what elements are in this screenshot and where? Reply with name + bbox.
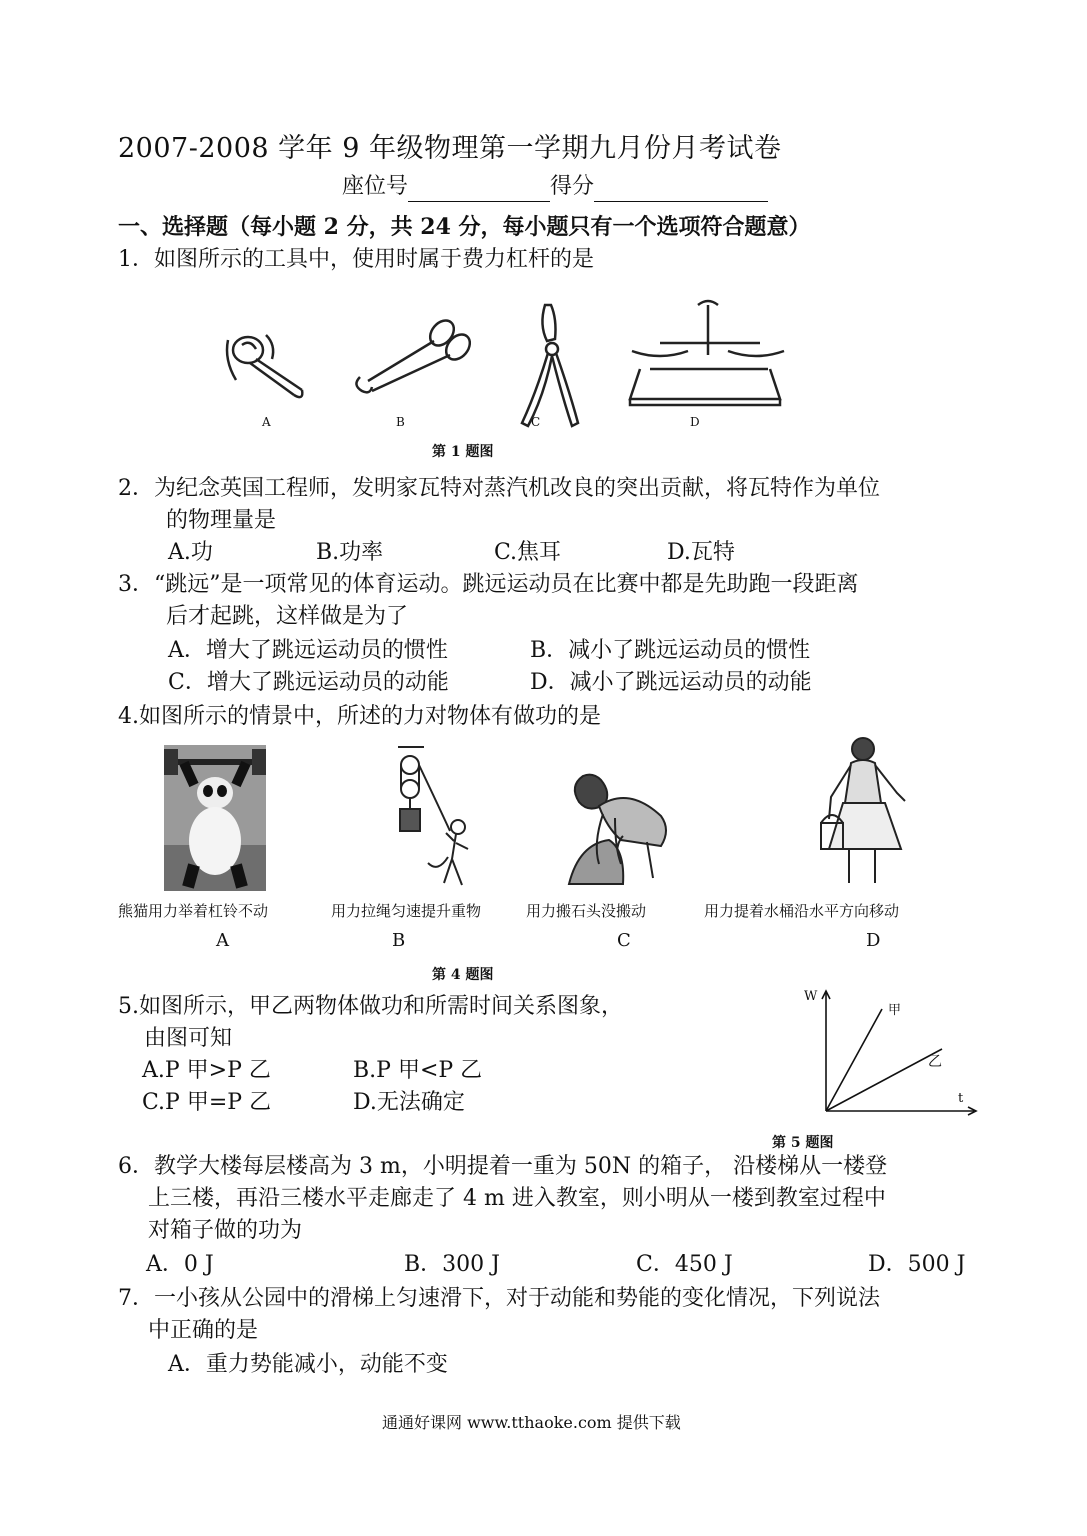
question-2-text-cont: 的物理量是 xyxy=(166,508,277,533)
panda-barbell-image xyxy=(164,745,266,891)
q4-caption: 第 4 题图 xyxy=(432,967,494,983)
q4-desc-c: 用力搬石头没搬动 xyxy=(526,902,647,920)
q7-option-a[interactable]: A．重力势能减小，动能不变 xyxy=(168,1352,448,1377)
section-heading: 一、选择题（每小题 2 分，共 24 分，每小题只有一个选项符合题意） xyxy=(118,214,811,240)
q1-label-a: A xyxy=(262,415,271,429)
question-1-text: 1．如图所示的工具中，使用时属于费力杠杆的是 xyxy=(118,247,594,272)
q1-label-d: D xyxy=(690,415,700,429)
q4-option-d[interactable]: D xyxy=(866,930,881,951)
q5-option-a[interactable]: A.P 甲>P 乙 xyxy=(142,1058,271,1083)
q4-option-b[interactable]: B xyxy=(392,930,406,951)
q3-option-a[interactable]: A．增大了跳远运动员的惯性 xyxy=(168,638,448,663)
q4-desc-b: 用力拉绳匀速提升重物 xyxy=(331,902,482,920)
q5-option-d[interactable]: D.无法确定 xyxy=(353,1090,465,1115)
question-7-text-cont: 中正确的是 xyxy=(148,1318,259,1343)
seat-score-row xyxy=(342,172,768,202)
graph-x-label: t xyxy=(958,1091,964,1106)
q2-option-c[interactable]: C.焦耳 xyxy=(494,540,562,565)
tongs-icon xyxy=(356,316,474,392)
balance-scale-icon xyxy=(630,301,784,405)
q1-caption: 第 1 题图 xyxy=(432,444,494,460)
q6-option-a[interactable]: A．0 J xyxy=(146,1252,214,1277)
question-5-text: 5.如图所示，甲乙两物体做功和所需时间关系图象， xyxy=(118,994,623,1019)
q4-desc-d: 用力提着水桶沿水平方向移动 xyxy=(704,902,900,920)
q2-option-d[interactable]: D.瓦特 xyxy=(667,540,735,565)
question-6-text-cont1: 上三楼，再沿三楼水平走廊走了 4 m 进入教室，则小明从一楼到教室过程中 xyxy=(148,1186,886,1211)
q1-label-c: C xyxy=(531,415,541,429)
seat-label: 座位号 xyxy=(342,174,409,199)
q3-option-d[interactable]: D．减小了跳远运动员的动能 xyxy=(530,670,812,695)
page-title: 2007-2008 学年 9 年级物理第一学期九月份月考试卷 xyxy=(118,133,782,164)
score-label: 得分 xyxy=(550,174,595,199)
graph-label-jia: 甲 xyxy=(888,1003,902,1018)
q4-option-c[interactable]: C xyxy=(617,930,631,951)
q5-caption: 第 5 题图 xyxy=(772,1135,834,1151)
q1-label-b: B xyxy=(396,415,405,429)
bottle-opener-icon xyxy=(227,335,302,397)
q2-option-a[interactable]: A.功 xyxy=(168,540,213,565)
graph-label-yi: 乙 xyxy=(928,1054,942,1070)
question-2-text: 2．为纪念英国工程师，发明家瓦特对蒸汽机改良的突出贡献，将瓦特作为单位 xyxy=(118,476,880,501)
question-4-text: 4.如图所示的情景中，所述的力对物体有做功的是 xyxy=(118,704,601,729)
score-blank[interactable] xyxy=(594,179,768,202)
lifting-rock-image xyxy=(563,766,683,890)
q4-desc-a: 熊猫用力举着杠铃不动 xyxy=(118,902,269,920)
seat-blank[interactable] xyxy=(408,179,550,202)
carrying-bucket-image xyxy=(805,735,920,891)
question-7-text: 7．一小孩从公园中的滑梯上匀速滑下，对于动能和势能的变化情况，下列说法 xyxy=(118,1286,880,1311)
q3-option-b[interactable]: B．减小了跳远运动员的惯性 xyxy=(530,638,811,663)
question-3-text: 3．“跳远”是一项常见的体育运动。跳远运动员在比赛中都是先助跑一段距离 xyxy=(118,572,859,597)
pulley-lift-image xyxy=(388,745,478,891)
q2-option-b[interactable]: B.功率 xyxy=(316,540,384,565)
graph-y-label: W xyxy=(804,989,818,1004)
pliers-icon xyxy=(522,305,578,426)
q5-option-c[interactable]: C.P 甲=P 乙 xyxy=(142,1090,272,1115)
question-6-text: 6．教学大楼每层楼高为 3 m，小明提着一重为 50N 的箱子， 沿楼梯从一楼登 xyxy=(118,1154,888,1179)
question-3-text-cont: 后才起跳，这样做是为了 xyxy=(166,604,409,629)
q6-option-b[interactable]: B．300 J xyxy=(404,1252,500,1277)
question-6-text-cont2: 对箱子做的功为 xyxy=(148,1218,303,1243)
question-5-text-cont: 由图可知 xyxy=(144,1026,233,1051)
q6-option-c[interactable]: C．450 J xyxy=(636,1252,733,1277)
q4-option-a[interactable]: A xyxy=(216,930,229,951)
q1-figure xyxy=(220,295,800,435)
q5-graph xyxy=(798,985,980,1117)
page-footer: 通通好课网 www.tthaoke.com 提供下载 xyxy=(382,1413,681,1432)
q5-option-b[interactable]: B.P 甲<P 乙 xyxy=(353,1058,483,1083)
q6-option-d[interactable]: D．500 J xyxy=(868,1252,966,1277)
q3-option-c[interactable]: C．增大了跳远运动员的动能 xyxy=(168,670,449,695)
